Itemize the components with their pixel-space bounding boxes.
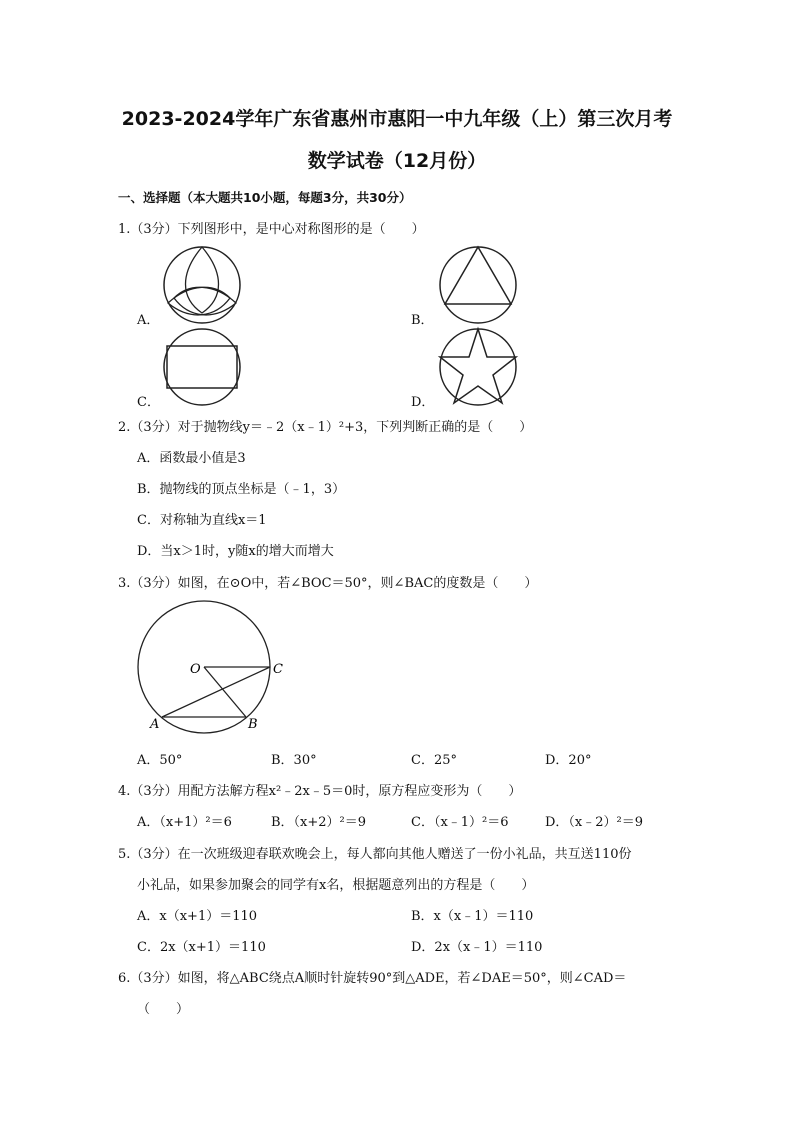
q3-option-b: B．30° (271, 753, 317, 768)
question-1-stem: 1.（3分）下列图形中，是中心对称图形的是（ ） (118, 222, 425, 237)
figure-3-circle-angles (130, 600, 300, 735)
figure-1b-triangle-in-circle (436, 243, 520, 327)
page-subtitle: 数学试卷（12月份） (307, 150, 487, 172)
q2-option-b: B．抛物线的顶点坐标是（﹣1，3） (137, 482, 346, 497)
figure-1d-star-in-circle (436, 325, 520, 409)
q3-option-c: C．25° (411, 753, 457, 768)
question-3-stem: 3.（3分）如图，在⊙O中，若∠BOC＝50°，则∠BAC的度数是（ ） (118, 576, 538, 591)
q1-option-c: C． (137, 395, 160, 410)
point-b-label: B (248, 717, 258, 732)
question-5-stem-line1: 5.（3分）在一次班级迎春联欢晚会上，每人都向其他人赠送了一份小礼品，共互送110份 (118, 847, 632, 862)
q1-option-a: A． (137, 313, 160, 328)
point-o-label: O (190, 662, 201, 677)
figure-1c-rectangle-in-circle (160, 325, 244, 409)
q3-option-a: A．50° (137, 753, 183, 768)
q5-option-a: A．x（x+1）＝110 (137, 909, 258, 924)
question-2-stem: 2.（3分）对于抛物线y＝﹣2（x﹣1）²+3，下列判断正确的是（ ） (118, 420, 533, 435)
q4-option-d: D．（x﹣2）²＝9 (545, 815, 644, 830)
point-c-label: C (273, 662, 283, 677)
q4-option-a: A．（x+1）²＝6 (137, 815, 232, 830)
q1-option-b: B． (411, 313, 434, 328)
question-6-stem-line1: 6.（3分）如图，将△ABC绕点A顺时针旋转90°到△ADE，若∠DAE＝50°，则∠CAD＝ (118, 971, 627, 986)
question-4-stem: 4.（3分）用配方法解方程x²﹣2x﹣5＝0时，原方程应变形为（ ） (118, 784, 522, 799)
q1-option-d: D． (411, 395, 435, 410)
q4-option-c: C．（x﹣1）²＝6 (411, 815, 509, 830)
q3-option-d: D．20° (545, 753, 592, 768)
q5-option-c: C．2x（x+1）＝110 (137, 940, 266, 955)
section-heading: 一、选择题（本大题共10小题，每题3分，共30分） (118, 190, 412, 205)
point-a-label: A (150, 717, 160, 732)
question-6-stem-line2: （ ） (137, 1002, 190, 1017)
q5-option-b: B．x（x﹣1）＝110 (411, 909, 534, 924)
figure-1a-three-arcs (160, 243, 244, 327)
page-title: 2023-2024学年广东省惠州市惠阳一中九年级（上）第三次月考 (121, 108, 673, 130)
q2-option-c: C．对称轴为直线x＝1 (137, 513, 267, 528)
question-5-stem-line2: 小礼品，如果参加聚会的同学有x名，根据题意列出的方程是（ ） (137, 878, 535, 893)
q2-option-a: A．函数最小值是3 (137, 451, 246, 466)
q5-option-d: D．2x（x﹣1）＝110 (411, 940, 543, 955)
q4-option-b: B．（x+2）²＝9 (271, 815, 367, 830)
q2-option-d: D．当x＞1时，y随x的增大而增大 (137, 544, 334, 559)
